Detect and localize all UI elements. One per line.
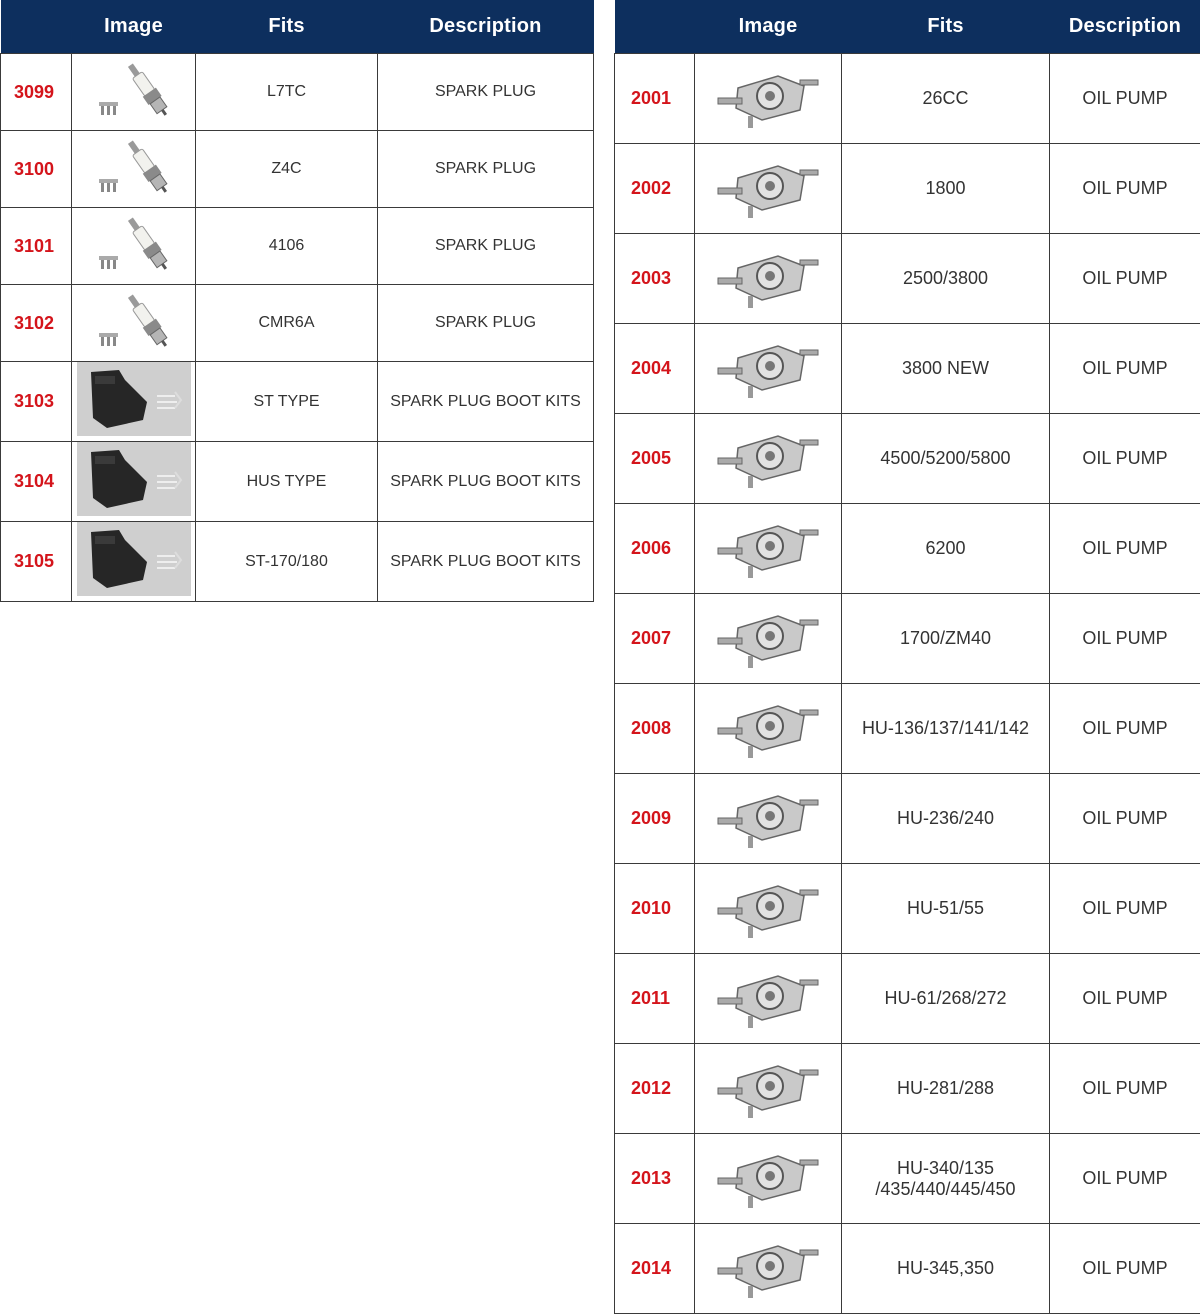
description-cell: OIL PUMP (1050, 594, 1200, 684)
product-image-cell (695, 594, 842, 684)
oil-pump-table (614, 0, 1200, 1314)
fits-cell: HU-51/55 (842, 864, 1050, 954)
oil-pump-icon (708, 58, 828, 139)
part-number: 3101 (1, 208, 72, 285)
product-image-cell (695, 864, 842, 954)
part-number: 2005 (615, 414, 695, 504)
description-cell: OIL PUMP (1050, 324, 1200, 414)
table-row (615, 504, 1200, 594)
fits-cell: 3800 NEW (842, 324, 1050, 414)
fits-cell: HU-136/137/141/142 (842, 684, 1050, 774)
description-cell: SPARK PLUG (378, 208, 594, 285)
part-number: 3102 (1, 285, 72, 362)
oil-pump-icon (708, 958, 828, 1039)
product-image-cell (695, 504, 842, 594)
oil-pump-icon (708, 1138, 828, 1219)
product-image-cell (695, 1224, 842, 1314)
description-cell: OIL PUMP (1050, 414, 1200, 504)
fits-cell: 26CC (842, 54, 1050, 144)
oil-pump-icon (708, 238, 828, 319)
description-cell: OIL PUMP (1050, 1134, 1200, 1224)
header-description: Description (1050, 0, 1200, 54)
product-image-cell (695, 324, 842, 414)
part-number: 2007 (615, 594, 695, 684)
oil-pump-icon (708, 148, 828, 229)
header-code (615, 0, 695, 54)
part-number: 2002 (615, 144, 695, 234)
header-image: Image (695, 0, 842, 54)
plug-boot-icon (77, 362, 191, 441)
part-number: 2006 (615, 504, 695, 594)
product-image-cell (695, 774, 842, 864)
description-cell: SPARK PLUG (378, 285, 594, 362)
plug-boot-icon (77, 442, 191, 521)
table-row (615, 774, 1200, 864)
product-image-cell (695, 684, 842, 774)
description-cell: OIL PUMP (1050, 774, 1200, 864)
part-number: 2004 (615, 324, 695, 414)
description-cell: SPARK PLUG (378, 131, 594, 208)
table-row (1, 54, 594, 131)
description-cell: OIL PUMP (1050, 234, 1200, 324)
product-image-cell (695, 54, 842, 144)
product-image-cell (72, 442, 196, 522)
fits-cell: ST-170/180 (196, 522, 378, 602)
part-number: 2011 (615, 954, 695, 1044)
table-row (1, 522, 594, 602)
product-image-cell (695, 954, 842, 1044)
table-row (1, 208, 594, 285)
product-image-cell (72, 208, 196, 285)
part-number: 2012 (615, 1044, 695, 1134)
oil-pump-icon (708, 328, 828, 409)
table-row (1, 285, 594, 362)
oil-pump-icon (708, 688, 828, 769)
spark-plug-icon (79, 209, 189, 284)
part-number: 2003 (615, 234, 695, 324)
header-fits: Fits (196, 0, 378, 54)
description-cell: OIL PUMP (1050, 504, 1200, 594)
product-image-cell (72, 362, 196, 442)
description-cell: OIL PUMP (1050, 954, 1200, 1044)
fits-cell: HUS TYPE (196, 442, 378, 522)
oil-pump-icon (708, 868, 828, 949)
fits-cell: ST TYPE (196, 362, 378, 442)
part-number: 3103 (1, 362, 72, 442)
fits-cell: HU-281/288 (842, 1044, 1050, 1134)
product-image-cell (72, 522, 196, 602)
header-image: Image (72, 0, 196, 54)
part-number: 2014 (615, 1224, 695, 1314)
description-cell: SPARK PLUG (378, 54, 594, 131)
header-description: Description (378, 0, 594, 54)
table-row (615, 234, 1200, 324)
description-cell: OIL PUMP (1050, 1044, 1200, 1134)
header-fits: Fits (842, 0, 1050, 54)
description-cell: OIL PUMP (1050, 1224, 1200, 1314)
fits-cell: 1800 (842, 144, 1050, 234)
table-row (615, 1134, 1200, 1224)
fits-cell: 6200 (842, 504, 1050, 594)
table-row (615, 594, 1200, 684)
header-code (1, 0, 72, 54)
part-number: 2001 (615, 54, 695, 144)
oil-pump-icon (708, 1048, 828, 1129)
fits-cell: Z4C (196, 131, 378, 208)
table-row (615, 324, 1200, 414)
product-image-cell (695, 144, 842, 234)
part-number: 3104 (1, 442, 72, 522)
table-row (615, 54, 1200, 144)
fits-cell: HU-340/135 /435/440/445/450 (842, 1134, 1050, 1224)
table-row (1, 362, 594, 442)
oil-pump-icon (708, 1228, 828, 1309)
product-image-cell (695, 234, 842, 324)
fits-cell: L7TC (196, 54, 378, 131)
spark-plug-icon (79, 286, 189, 361)
part-number: 2013 (615, 1134, 695, 1224)
description-cell: SPARK PLUG BOOT KITS (378, 362, 594, 442)
table-row (615, 864, 1200, 954)
description-cell: OIL PUMP (1050, 684, 1200, 774)
product-image-cell (695, 1134, 842, 1224)
description-cell: SPARK PLUG BOOT KITS (378, 522, 594, 602)
fits-cell: 2500/3800 (842, 234, 1050, 324)
fits-cell: 1700/ZM40 (842, 594, 1050, 684)
part-number: 3105 (1, 522, 72, 602)
spark-plug-table (0, 0, 594, 602)
plug-boot-icon (77, 522, 191, 601)
table-row (615, 414, 1200, 504)
table-row (1, 442, 594, 522)
oil-pump-icon (708, 598, 828, 679)
oil-pump-icon (708, 778, 828, 859)
table-row (615, 954, 1200, 1044)
product-image-cell (72, 54, 196, 131)
table-header-row (615, 0, 1200, 54)
table-row (1, 131, 594, 208)
fits-cell: CMR6A (196, 285, 378, 362)
oil-pump-icon (708, 508, 828, 589)
part-number: 2009 (615, 774, 695, 864)
fits-cell: HU-61/268/272 (842, 954, 1050, 1044)
description-cell: SPARK PLUG BOOT KITS (378, 442, 594, 522)
description-cell: OIL PUMP (1050, 864, 1200, 954)
spark-plug-icon (79, 132, 189, 207)
fits-cell: HU-236/240 (842, 774, 1050, 864)
table-header-row (1, 0, 594, 54)
fits-cell: 4500/5200/5800 (842, 414, 1050, 504)
table-row (615, 1044, 1200, 1134)
part-number: 2010 (615, 864, 695, 954)
part-number: 2008 (615, 684, 695, 774)
product-image-cell (72, 131, 196, 208)
fits-cell: HU-345,350 (842, 1224, 1050, 1314)
description-cell: OIL PUMP (1050, 54, 1200, 144)
product-image-cell (695, 414, 842, 504)
part-number: 3099 (1, 54, 72, 131)
table-row (615, 1224, 1200, 1314)
table-row (615, 144, 1200, 234)
product-image-cell (72, 285, 196, 362)
table-row (615, 684, 1200, 774)
description-cell: OIL PUMP (1050, 144, 1200, 234)
spark-plug-icon (79, 55, 189, 130)
oil-pump-icon (708, 418, 828, 499)
part-number: 3100 (1, 131, 72, 208)
fits-cell: 4106 (196, 208, 378, 285)
product-image-cell (695, 1044, 842, 1134)
